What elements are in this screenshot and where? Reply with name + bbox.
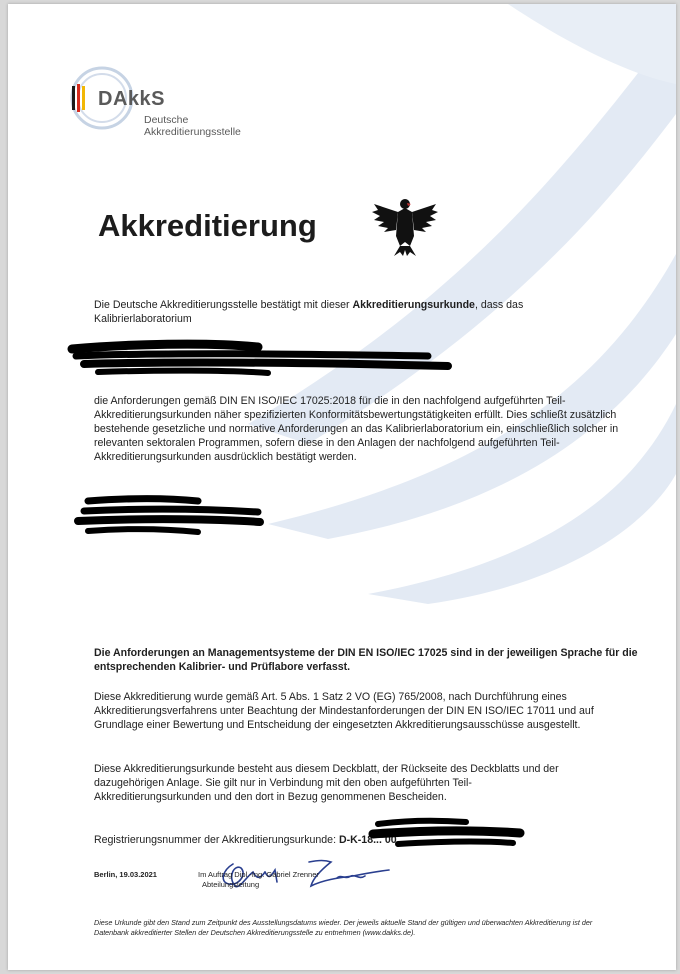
management-paragraph: Die Anforderungen an Managementsysteme der DIN EN ISO/IEC 17025 sind in der jeweiligen Sprache für die entsprechenden Kalibrier- und Prüflabore verfasst. bbox=[94, 647, 638, 673]
page-title: Akkreditierung bbox=[98, 208, 317, 243]
signer-name: Im Auftrag Dipl.-Ing. Gabriel Zrenner bbox=[198, 870, 319, 879]
regulation-paragraph: Diese Akkreditierung wurde gemäß Art. 5 Abs. 1 Satz 2 VO (EG) 765/2008, nach Durchführung eines Akkreditierungsverfahrens unter Beachtung der Mindestanforderungen der DIN EN ISO/IEC 17011 und auf Grundlage einer Bewertung und Entscheidung der eingesetzten Akkreditierungsausschüsse ausgestellt. bbox=[94, 691, 594, 731]
logo-name: DAkkS bbox=[98, 88, 165, 110]
intro-text-prefix: Die Deutsche Akkreditierungsstelle bestätigt mit dieser bbox=[94, 299, 353, 311]
dakks-logo bbox=[68, 64, 268, 144]
registration-label: Registrierungsnummer der Akkreditierungsurkunde: bbox=[94, 834, 339, 846]
background-swirl bbox=[8, 4, 676, 970]
intro-text-suffix: , dass das Kalibrierlaboratorium bbox=[94, 299, 524, 325]
registration-line bbox=[94, 834, 397, 846]
intro-text-bold: Akkreditierungsurkunde bbox=[352, 299, 475, 311]
logo-subtitle-line1: Deutsche bbox=[144, 114, 189, 126]
signer-department: Abteilungsleitung bbox=[202, 880, 260, 889]
composition-paragraph: Diese Akkreditierungsurkunde besteht aus diesem Deckblatt, der Rückseite des Deckblatts und der dazugehörigen Anlage. Sie gilt nur in Verbindung mit den oben aufgeführten Teil-Akkreditierungsurkunden und den dort in Bezug genommenen Bescheiden. bbox=[94, 763, 559, 803]
certificate-page bbox=[8, 4, 676, 970]
intro-paragraph bbox=[94, 298, 564, 326]
federal-eagle-icon bbox=[370, 194, 440, 258]
registration-number: D-K-18... 00 bbox=[338, 834, 397, 846]
signer-block bbox=[198, 870, 319, 890]
logo-subtitle-line2: Akkreditierungsstelle bbox=[144, 126, 241, 138]
requirements-paragraph: die Anforderungen gemäß DIN EN ISO/IEC 17025:2018 für die in den nachfolgend aufgeführten Teil-Akkreditierungsurkunden näher spezifizierten Konformitätsbewertungstätigkeiten erfüllt. Dies schließt zusätzlich bestehende gesetzliche und normative Anforderungen an das Kalibrierlaboratorium ein, einschließlich solcher in relevanten sektoralen Programmen, sofern diese in den Anlagen der nachfolgend aufgeführten Teil-Akkreditierungsurkunden ausdrücklich bestätigt werden. bbox=[94, 395, 619, 463]
place-date: Berlin, 19.03.2021 bbox=[94, 870, 157, 879]
footer-note: Diese Urkunde gibt den Stand zum Zeitpunkt des Ausstellungsdatums wieder. Der jeweils aktuelle Stand der gültigen und überwachten Akkreditierung ist der Datenbank akkreditierter Stellen der Deutschen Akkreditierungsstelle zu entnehmen (www.dakks.de). bbox=[94, 918, 593, 937]
